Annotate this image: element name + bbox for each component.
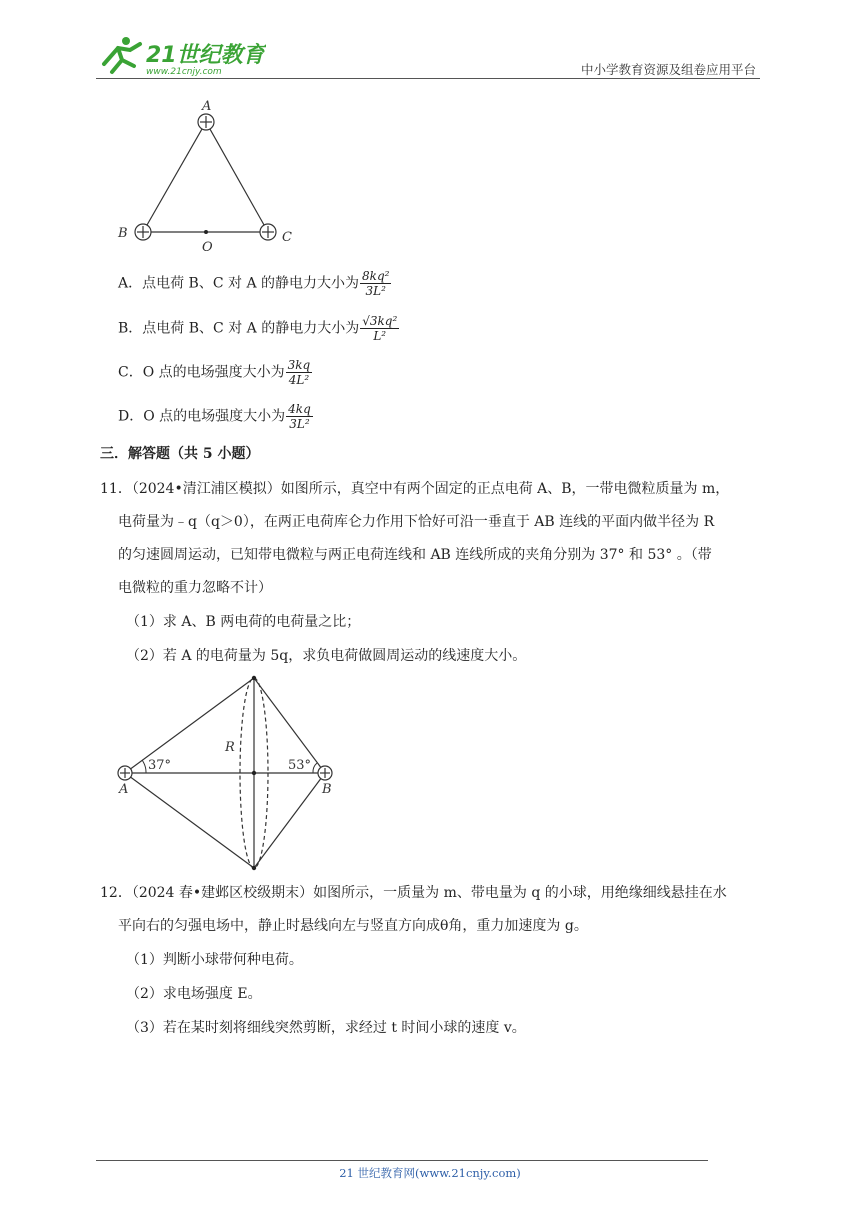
point-o [204,230,208,234]
runner-icon [104,37,140,72]
section-title: 三．解答题（共 5 小题） [100,446,260,462]
option-d [118,402,313,431]
figure-orbit [110,670,350,875]
label-b: B [322,782,332,797]
option-b-text: B．点电荷 B、C 对 A 的静电力大小为 [118,320,360,337]
q12-line2: 平向右的匀强电场中，静止时悬线向左与竖直方向成θ角，重力加速度为 g。 [118,918,588,934]
platform-name: 中小学教育资源及组卷应用平台 [580,62,756,77]
option-d-text: D．O 点的电场强度大小为 [118,408,286,425]
charge-b-icon [318,766,332,780]
logo-url: www.21cnjy.com [146,67,222,77]
angle-b-label: 53° [288,758,312,773]
footer-divider [96,1160,708,1161]
option-a-fraction: $\frac{\text{8kq²}}{\text{3L²}}$ [362,269,390,298]
q12-line1: 12．（2024 春•建邺区校级期末）如图所示，一质量为 m、带电量为 q 的小球，用绝缘细线悬挂在水 [100,885,727,901]
q12-sub3: （3）若在某时刻将细线突然剪断，求经过 t 时间小球的速度 v。 [126,1020,526,1036]
q11-line2: 电荷量为﹣q（q＞0），在两正电荷库仑力作用下恰好可沿一垂直于 AB 连线的平面内做半径为 R [118,514,715,530]
option-d-fraction: $\frac{4kq}{\text{3L²}}$ [288,402,311,431]
charge-a-icon [198,114,214,130]
q11-line3: 的匀速圆周运动，已知带电微粒与两正电荷连线和 AB 连线所成的夹角分别为 37° 和 53° 。（带 [118,547,712,563]
q11-line1: 11．（2024•清江浦区模拟）如图所示，真空中有两个固定的正点电荷 A、B，一带电微粒质量为 m， [100,481,730,497]
footer-text: 21 世纪教育网(www.21cnjy.com) [339,1166,521,1180]
radius-label: R [225,740,235,755]
charge-a-icon [118,766,132,780]
label-a: A [202,99,212,114]
q12-sub2: （2）求电场强度 E。 [126,986,262,1002]
site-logo [96,34,266,78]
header-divider [96,78,760,79]
option-c [118,358,312,387]
option-c-text: C．O 点的电场强度大小为 [118,364,285,381]
option-b [118,314,399,343]
option-a [118,269,391,298]
label-o: O [202,240,213,254]
figure-triangle [110,94,310,254]
charge-c-icon [260,224,276,240]
charge-b-icon [135,224,151,240]
logo-text: 21世纪教育 [146,43,265,68]
label-a: A [119,782,129,797]
q11-sub2: （2）若 A 的电荷量为 5q，求负电荷做圆周运动的线速度大小。 [126,648,527,664]
label-b: B [118,226,128,241]
option-c-fraction: $\frac{3kq}{\text{4L²}}$ [287,358,311,387]
label-c: C [282,230,292,245]
q11-line4: 电微粒的重力忽略不计） [118,580,272,596]
angle-a-label: 37° [148,758,172,773]
q11-sub1: （1）求 A、B 两电荷的电荷量之比； [126,614,361,630]
option-a-text: A．点电荷 B、C 对 A 的静电力大小为 [118,275,360,292]
q12-sub1: （1）判断小球带何种电荷。 [126,952,303,968]
option-b-fraction: $\frac{\text{√3kq²}}{\text{L²}}$ [362,314,398,343]
